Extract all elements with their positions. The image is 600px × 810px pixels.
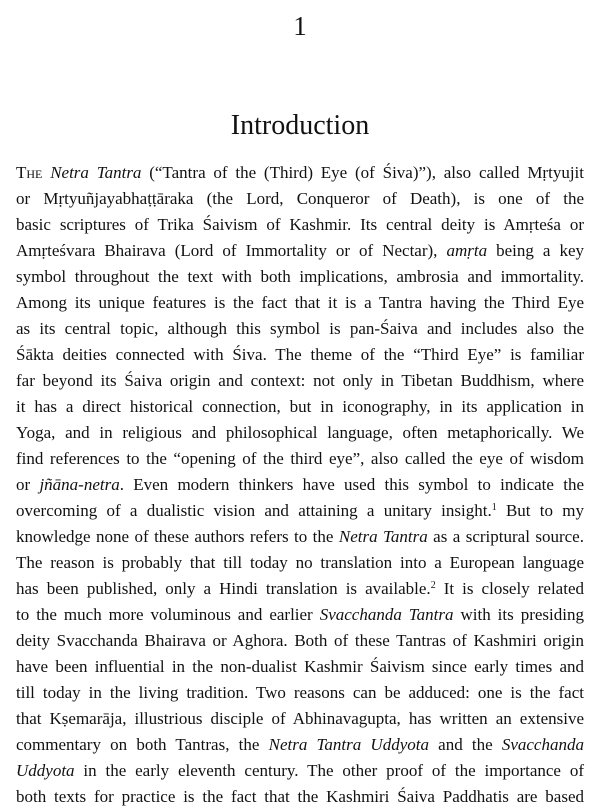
text-span: Yoga, and in religious and philosophical language, often metaphorically. We [16,423,584,442]
text-span: as its central topic, although this symbol is pan-Śaiva and includes also the [16,319,584,338]
text-span: Among its unique features is the fact that it is a Tantra having the Third Eye [16,293,584,312]
text-span: with its presiding [453,605,584,624]
text-line [16,706,584,732]
text-span: Amṛteśvara Bhairava (Lord of Immortality or of Nectar), [16,241,447,260]
text-span: . Even modern thinkers have used this symbol to indicate the [119,475,584,494]
text-line [16,212,584,238]
text-span: both texts for practice is the fact that the Kashmiri Śaiva Paddhatis are based [16,787,584,806]
text-line [16,628,584,654]
chapter-number: 1 [293,11,307,41]
text-span: basic scriptures of Trika Śaivism of Kashmir. Its central deity is Amṛteśa or [16,215,584,234]
text-line [16,732,584,758]
text-line [16,498,584,524]
text-line [16,316,584,342]
text-span: The reason is probably that till today no translation into a European language [16,553,584,572]
italic-text: Svacchanda Tantra [319,605,454,624]
text-line [16,394,584,420]
text-span: Śākta deities connected with Śiva. The theme of the “Third Eye” is familiar [16,345,584,364]
italic-text: Netra Tantra [338,527,428,546]
text-line [16,290,584,316]
text-span: overcoming of a dualistic vision and attaining a unitary insight. [16,501,492,520]
text-span: (“Tantra of the (Third) Eye (of Śiva)”), also called Mṛtyujit [141,163,584,182]
text-span: as a scriptural source. [427,527,584,546]
italic-text: Svacchanda [501,735,584,754]
text-span: have been influential in the non-dualist Kashmir Śaivism since early times and [16,657,584,676]
text-line [16,264,584,290]
chapter-title: Introduction [230,110,370,141]
text-span: symbol throughout the text with both implications, ambrosia and immortality. [16,267,584,286]
text-span: or Mṛtyuñjayabhaṭṭāraka (the Lord, Conqueror of Death), is one of the [16,189,584,208]
text-line [16,472,584,498]
text-span: deity Svacchanda Bhairava or Aghora. Both of these Tantras of Kashmiri origin [16,631,584,650]
text-span: far beyond its Śaiva origin and context: not only in Tibetan Buddhism, where [16,371,584,390]
text-span: knowledge none of these authors refers to the [16,527,339,546]
text-line [16,654,584,680]
text-line [16,238,584,264]
text-span: till today in the living tradition. Two reasons can be adduced: one is the fact [16,683,584,702]
italic-text: amṛta [446,241,488,260]
italic-text: Netra Tantra [50,163,142,182]
text-line [16,186,584,212]
italic-text: jñāna-netra [39,475,120,494]
text-span: it has a direct historical connection, but in iconography, in its application in [16,397,584,416]
footnote-marker: 1 [491,502,497,513]
small-caps-text: The [16,163,43,182]
text-span: commentary on both Tantras, the [16,735,269,754]
text-line [16,550,584,576]
text-line [16,680,584,706]
text-span: to the much more voluminous and earlier [16,605,320,624]
italic-text: Uddyota [16,761,75,780]
text-span: has been published, only a Hindi translation is available. [16,579,431,598]
text-span: being a key [487,241,585,260]
body-paragraph [16,160,584,810]
text-line [16,758,584,784]
text-span: It is closely related [435,579,584,598]
text-line [16,160,584,186]
text-line [16,446,584,472]
text-line [16,420,584,446]
text-span: in the early eleventh century. The other proof of the importance of [74,761,584,780]
text-line [16,342,584,368]
text-line [16,602,584,628]
text-line [16,784,584,810]
text-line [16,576,584,602]
text-span: that Kṣemarāja, illustrious disciple of Abhinavagupta, has written an extensive [16,709,584,728]
text-line [16,524,584,550]
text-span: and the [428,735,502,754]
text-span: But to my [496,501,585,520]
text-span: or [16,475,40,494]
italic-text: Netra Tantra Uddyota [268,735,429,754]
text-span: find references to the “opening of the third eye”, also called the eye of wisdom [16,449,584,468]
footnote-marker: 2 [430,580,436,591]
text-line [16,368,584,394]
